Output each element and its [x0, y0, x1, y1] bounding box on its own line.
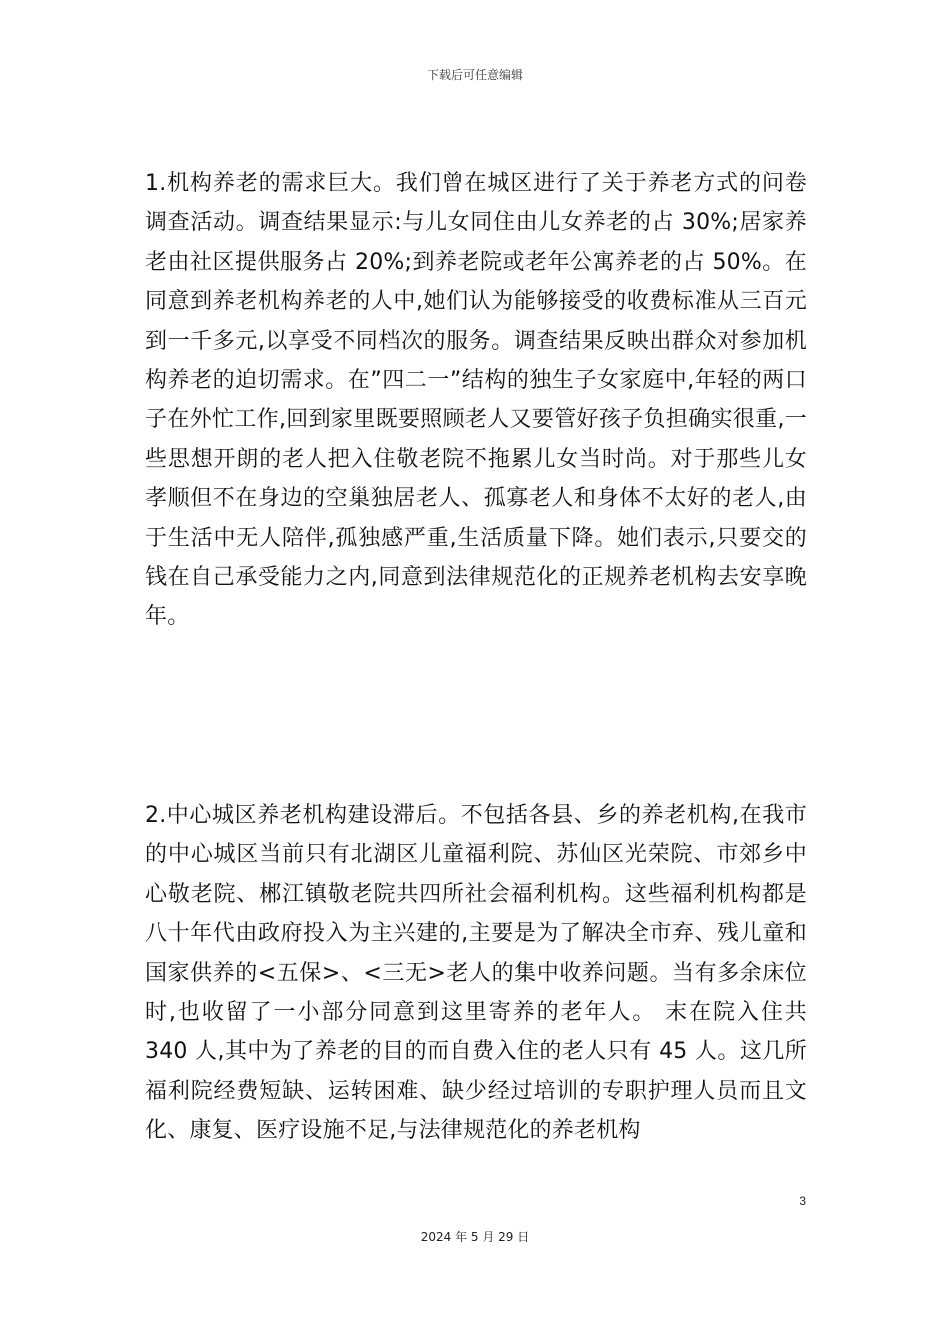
footer-date: 2024 年 5 月 29 日	[420, 1230, 530, 1244]
page-header: 下载后可任意编辑	[426, 68, 523, 82]
body-paragraph-1: 1.机构养老的需求巨大。我们曾在城区进行了关于养老方式的问卷调查活动。调查结果显示:与儿女同住由儿女养老的占 30%;居家养老由社区提供服务占 20%;到养老院或老年公寓养老的占 50%。在同意到养老机构养老的人中,她们认为能够接受的收费标准从三百元到一千多元,以享受不同档次的服务。调查结果反映出群众对参加机构养老的迫切需求。在”四二一”结构的独生子女家庭中,年轻的两口子在外忙工作,回到家里既要照顾老人又要管好孩子负担确实很重,一些思想开朗的老人把入住敬老院不拖累儿女当时尚。对于那些儿女孝顺但不在身边的空巢独居老人、孤寡老人和身体不太好的老人,由于生活中无人陪伴,孤独感严重,生活质量下降。她们表示,只要交的钱在自己承受能力之内,同意到法律规范化的正规养老机构去安享晚年。	[145, 171, 807, 630]
body-paragraph-2: 2.中心城区养老机构建设滞后。不包括各县、乡的养老机构,在我市的中心城区当前只有北湖区儿童福利院、苏仙区光荣院、市郊乡中心敬老院、郴江镇敬老院共四所社会福利机构。这些福利机构都是八十年代由政府投入为主兴建的,主要是为了解决全市弃、残儿童和国家供养的<五保>、<三无>老人的集中收养问题。当有多余床位时,也收留了一小部分同意到这里寄养的老年人。 末在院入住共 340 人,其中为了养老的目的而自费入住的老人只有 45 人。这几所福利院经费短缺、运转困难、缺少经过培训的专职护理人员而且文化、康复、医疗设施不足,与法律规范化的养老机构	[145, 803, 807, 1144]
page-number: 3	[799, 1194, 806, 1208]
